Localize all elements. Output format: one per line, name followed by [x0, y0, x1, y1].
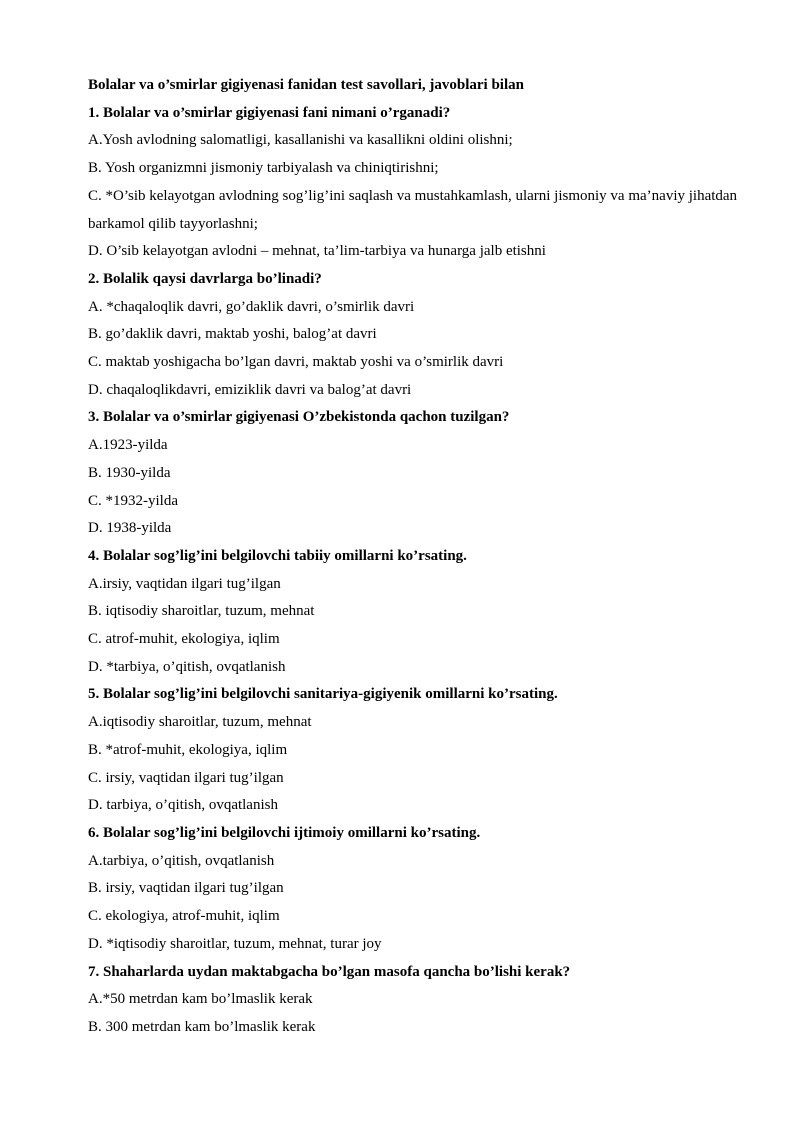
question-3: 3. Bolalar va o’smirlar gigiyenasi O’zbekistonda qachon tuzilgan? [88, 409, 510, 426]
answer-option: C. maktab yoshigacha bo’lgan davri, maktab yoshi va o’smirlik davri [88, 354, 504, 371]
answer-option: A.1923-yilda [88, 437, 168, 454]
answer-option: B. 1930-yilda [88, 464, 171, 481]
answer-option: D. chaqaloqlikdavri, emiziklik davri va balog’at davri [88, 381, 412, 398]
answer-option: B. Yosh organizmni jismoniy tarbiyalash va chiniqtirishni; [88, 160, 439, 177]
answer-option: C. atrof-muhit, ekologiya, iqlim [88, 631, 280, 648]
question-1: 1. Bolalar va o’smirlar gigiyenasi fani nimani o’rganadi? [88, 104, 451, 121]
answer-option: B. go’daklik davri, maktab yoshi, balog’at davri [88, 326, 377, 343]
answer-option: D. *tarbiya, o’qitish, ovqatlanish [88, 658, 286, 675]
answer-option: A. *chaqaloqlik davri, go’daklik davri, o’smirlik davri [88, 298, 415, 315]
answer-option: C. irsiy, vaqtidan ilgari tug’ilgan [88, 769, 284, 786]
answer-option: D. tarbiya, o’qitish, ovqatlanish [88, 797, 278, 814]
question-4: 4. Bolalar sog’lig’ini belgilovchi tabiiy omillarni ko’rsating. [88, 547, 467, 564]
question-7: 7. Shaharlarda uydan maktabgacha bo’lgan masofa qancha bo’lishi kerak? [88, 963, 571, 980]
answer-option: D. O’sib kelayotgan avlodni – mehnat, ta’lim-tarbiya va hunarga jalb etishni [88, 243, 546, 260]
answer-option: A.*50 metrdan kam bo’lmaslik kerak [88, 991, 313, 1008]
answer-option: D. *iqtisodiy sharoitlar, tuzum, mehnat, turar joy [88, 935, 382, 952]
answer-option: C. ekologiya, atrof-muhit, iqlim [88, 908, 280, 925]
answer-option: C. *O’sib kelayotgan avlodning sog’lig’ini saqlash va mustahkamlash, ularni jismoniy va ma’naviy jihatdan barkamol qilib tayyorlashni; [88, 187, 738, 232]
answer-option: A.Yosh avlodning salomatligi, kasallanishi va kasallikni oldini olishni; [88, 132, 513, 149]
answer-option: B. *atrof-muhit, ekologiya, iqlim [88, 741, 288, 758]
answer-option: B. iqtisodiy sharoitlar, tuzum, mehnat [88, 603, 315, 620]
answer-option: B. 300 metrdan kam bo’lmaslik kerak [88, 1018, 316, 1035]
answer-option: A.iqtisodiy sharoitlar, tuzum, mehnat [88, 714, 312, 731]
question-5: 5. Bolalar sog’lig’ini belgilovchi sanitariya-gigiyenik omillarni ko’rsating. [88, 686, 558, 703]
question-2: 2. Bolalik qaysi davrlarga bo’linadi? [88, 270, 322, 287]
answer-option: A.tarbiya, o’qitish, ovqatlanish [88, 852, 275, 869]
answer-option: B. irsiy, vaqtidan ilgari tug’ilgan [88, 880, 284, 897]
answer-option: D. 1938-yilda [88, 520, 172, 537]
document-body [88, 72, 738, 1042]
document-title: Bolalar va o’smirlar gigiyenasi fanidan test savollari, javoblari bilan [88, 77, 524, 93]
answer-option: C. *1932-yilda [88, 492, 178, 509]
question-6: 6. Bolalar sog’lig’ini belgilovchi ijtimoiy omillarni ko’rsating. [88, 824, 481, 841]
answer-option: A.irsiy, vaqtidan ilgari tug’ilgan [88, 575, 281, 592]
